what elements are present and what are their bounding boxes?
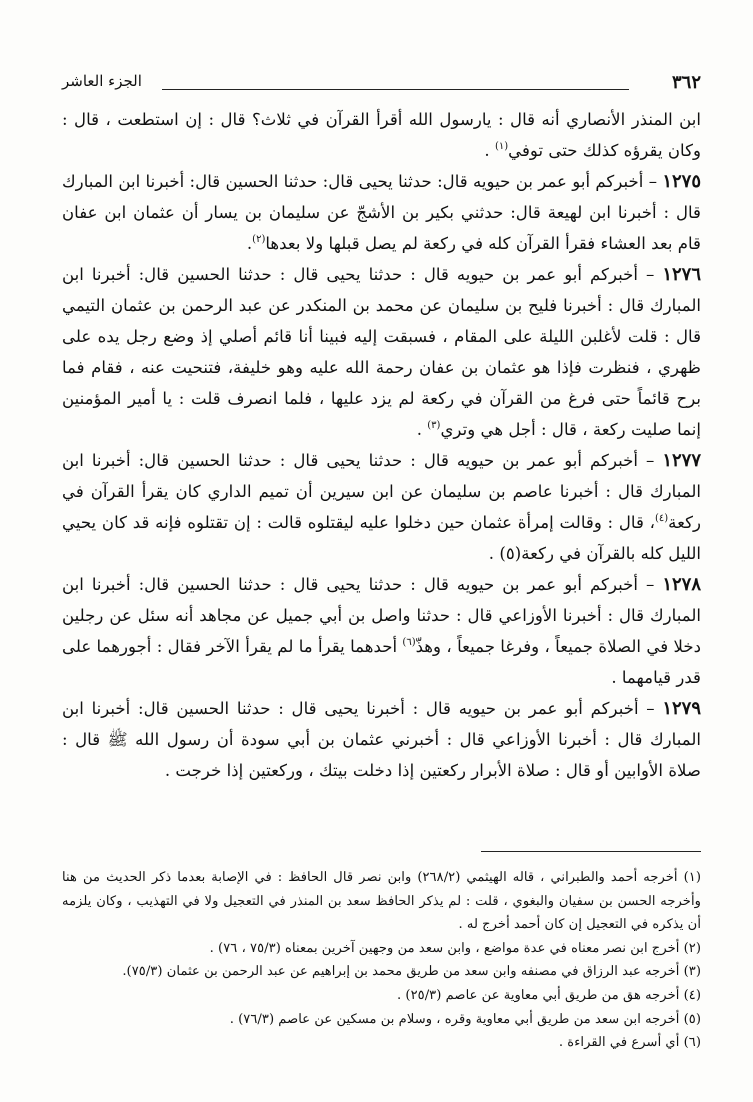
- hadith-number: ١٢٧٩: [662, 698, 701, 719]
- paragraph: ١٢٧٧ – أخبركم أبو عمر بن حيويه قال : حدثنا يحيى قال : حدثنا الحسين قال: أخبرنا ابن المبارك قال : أخبرنا عاصم بن سليمان عن ابن سيرين أن تميم الداري كان يقرأ القرآن في ركعة$^{(٤)}$، قال : وقالت إمرأة عثمان حين دخلوا عليه ليقتلوه قالت : إن تقتلوه فإنه قد كان يحيي الليل كله بالقرآن في ركعة(٥) .: [62, 450, 701, 563]
- hadith-number: ١٢٧٦: [662, 264, 701, 285]
- part-title: الجزء العاشر: [62, 72, 142, 90]
- hadith-number: ١٢٧٥: [662, 171, 701, 192]
- paragraph: ١٢٧٥ – أخبركم أبو عمر بن حيويه قال: حدثنا يحيى قال: حدثنا الحسين قال: أخبرنا ابن المبارك قال : أخبرنا ابن لهيعة قال: حدثني بكير بن الأشجّ عن سليمان بن يسار أن عثمان ابن عفان قام بعد العشاء فقرأ القرآن كله في ركعة لم يصل قبلها ولا بعدها$^{(٢)}$.: [62, 171, 701, 253]
- footnote: (٢) أخرج ابن نصر معناه في عدة مواضع ، وابن سعد من وجهين آخرين بمعناه (٧٥/٣ ، ٧٦) .: [209, 940, 701, 956]
- footnote: (٥) أخرجه ابن سعد من طريق أبي معاوية وقره ، وسلام بن مسكين عن عاصم (٧٦/٣) .: [229, 1011, 701, 1027]
- hadith-number: ١٢٧٨: [662, 574, 701, 595]
- page-number: ٣٦٢: [671, 72, 701, 93]
- footnote-marker[interactable]: (٢): [252, 234, 266, 245]
- paragraph: ابن المنذر الأنصاري أنه قال : يارسول الله أقرأ القرآن في ثلاث؟ قال : إن استطعت ، قال : وكان يقرؤه كذلك حتى توفي$^{(١)}$ .: [62, 110, 701, 160]
- footnotes: [62, 866, 701, 1055]
- footnote: (٦) أي أسرع في القراءة .: [558, 1035, 701, 1051]
- paragraph: ١٢٧٨ – أخبركم أبو عمر بن حيويه قال : حدثنا يحيى قال : حدثنا الحسين قال: أخبرنا ابن المبارك قال : أخبرنا الأوزاعي قال : حدثنا واصل بن أبي جميل عن مجاهد أنه سئل عن رجلين دخلا في الصلاة جميعاً ، وفرغا جميعاً ، وهذّ$^{(٦)}$ أحدهما يقرأ ما لم يقرأ الآخر فقال : أجورهما على قدر قيامهما .: [62, 574, 701, 687]
- footnote-marker[interactable]: (١): [494, 141, 509, 152]
- paragraph: ١٢٧٩ – أخبركم أبو عمر بن حيويه قال : أخبرنا يحيى قال : حدثنا الحسين قال: أخبرنا ابن المبارك قال : أخبرنا الأوزاعي قال : أخبرني عثمان بن أبي سودة أن رسول الله ﷺ قال : صلاة الأوابين أو قال : صلاة الأبرار ركعتين إذا دخلت بيتك ، وركعتين إذا خرجت .: [62, 698, 701, 780]
- main-text: [62, 104, 701, 786]
- header-rule: [162, 89, 629, 90]
- page-header: [62, 72, 701, 98]
- paragraph: ١٢٧٦ – أخبركم أبو عمر بن حيويه قال : حدثنا يحيى قال : حدثنا الحسين قال: أخبرنا ابن المبارك قال : أخبرنا فليح بن سليمان عن محمد بن المنكدر عن عبد الرحمن بن عثمان التيمي قال : قلت لأغلبن الليلة على المقام ، فسبقت إليه فبينا أنا قائم أصلي إذ وضع رجل يده على ظهري ، فنظرت فإذا هو عثمان بن عفان رحمة الله عليه وهو خليفة، فتنحيت عنه ، فقام فما برح قائماً حتى فرغ من القرآن في ركعة لم يزد عليها ، فلما انصرف قلت : يا أمير المؤمنين إنما صليت ركعة ، قال : أجل هي وتري$^{(٣)}$ .: [62, 264, 701, 439]
- footnote-marker[interactable]: (٣): [427, 420, 441, 431]
- footnote-marker[interactable]: (٦): [402, 637, 416, 648]
- hadith-number: ١٢٧٧: [662, 450, 701, 471]
- footnote-separator: [481, 851, 701, 852]
- footnote: (٣) أخرجه عبد الرزاق في مصنفه وابن سعد من طريق محمد بن إبراهيم عن عبد الرحمن بن عثمان (٧٥/٣).: [122, 964, 701, 980]
- footnote: (٤) أخرجه هق من طريق أبي معاوية عن عاصم (٢٥/٣) .: [397, 987, 701, 1003]
- footnote-marker[interactable]: (٤): [654, 513, 669, 524]
- footnote: (١) أخرجه أحمد والطبراني ، قاله الهيثمي (٢٦٨/٢) وابن نصر قال الحافظ : في الإصابة بعدما ذكر الحديث من هنا وأخرجه الحسن بن سفيان والبغوي ، قلت : لم يذكر الحافظ سعد بن المنذر في التعجيل ولا في التهذيب ، وكان يلزمه أن يذكره في التعجيل إن كان أحمد أخرج له .: [62, 870, 701, 933]
